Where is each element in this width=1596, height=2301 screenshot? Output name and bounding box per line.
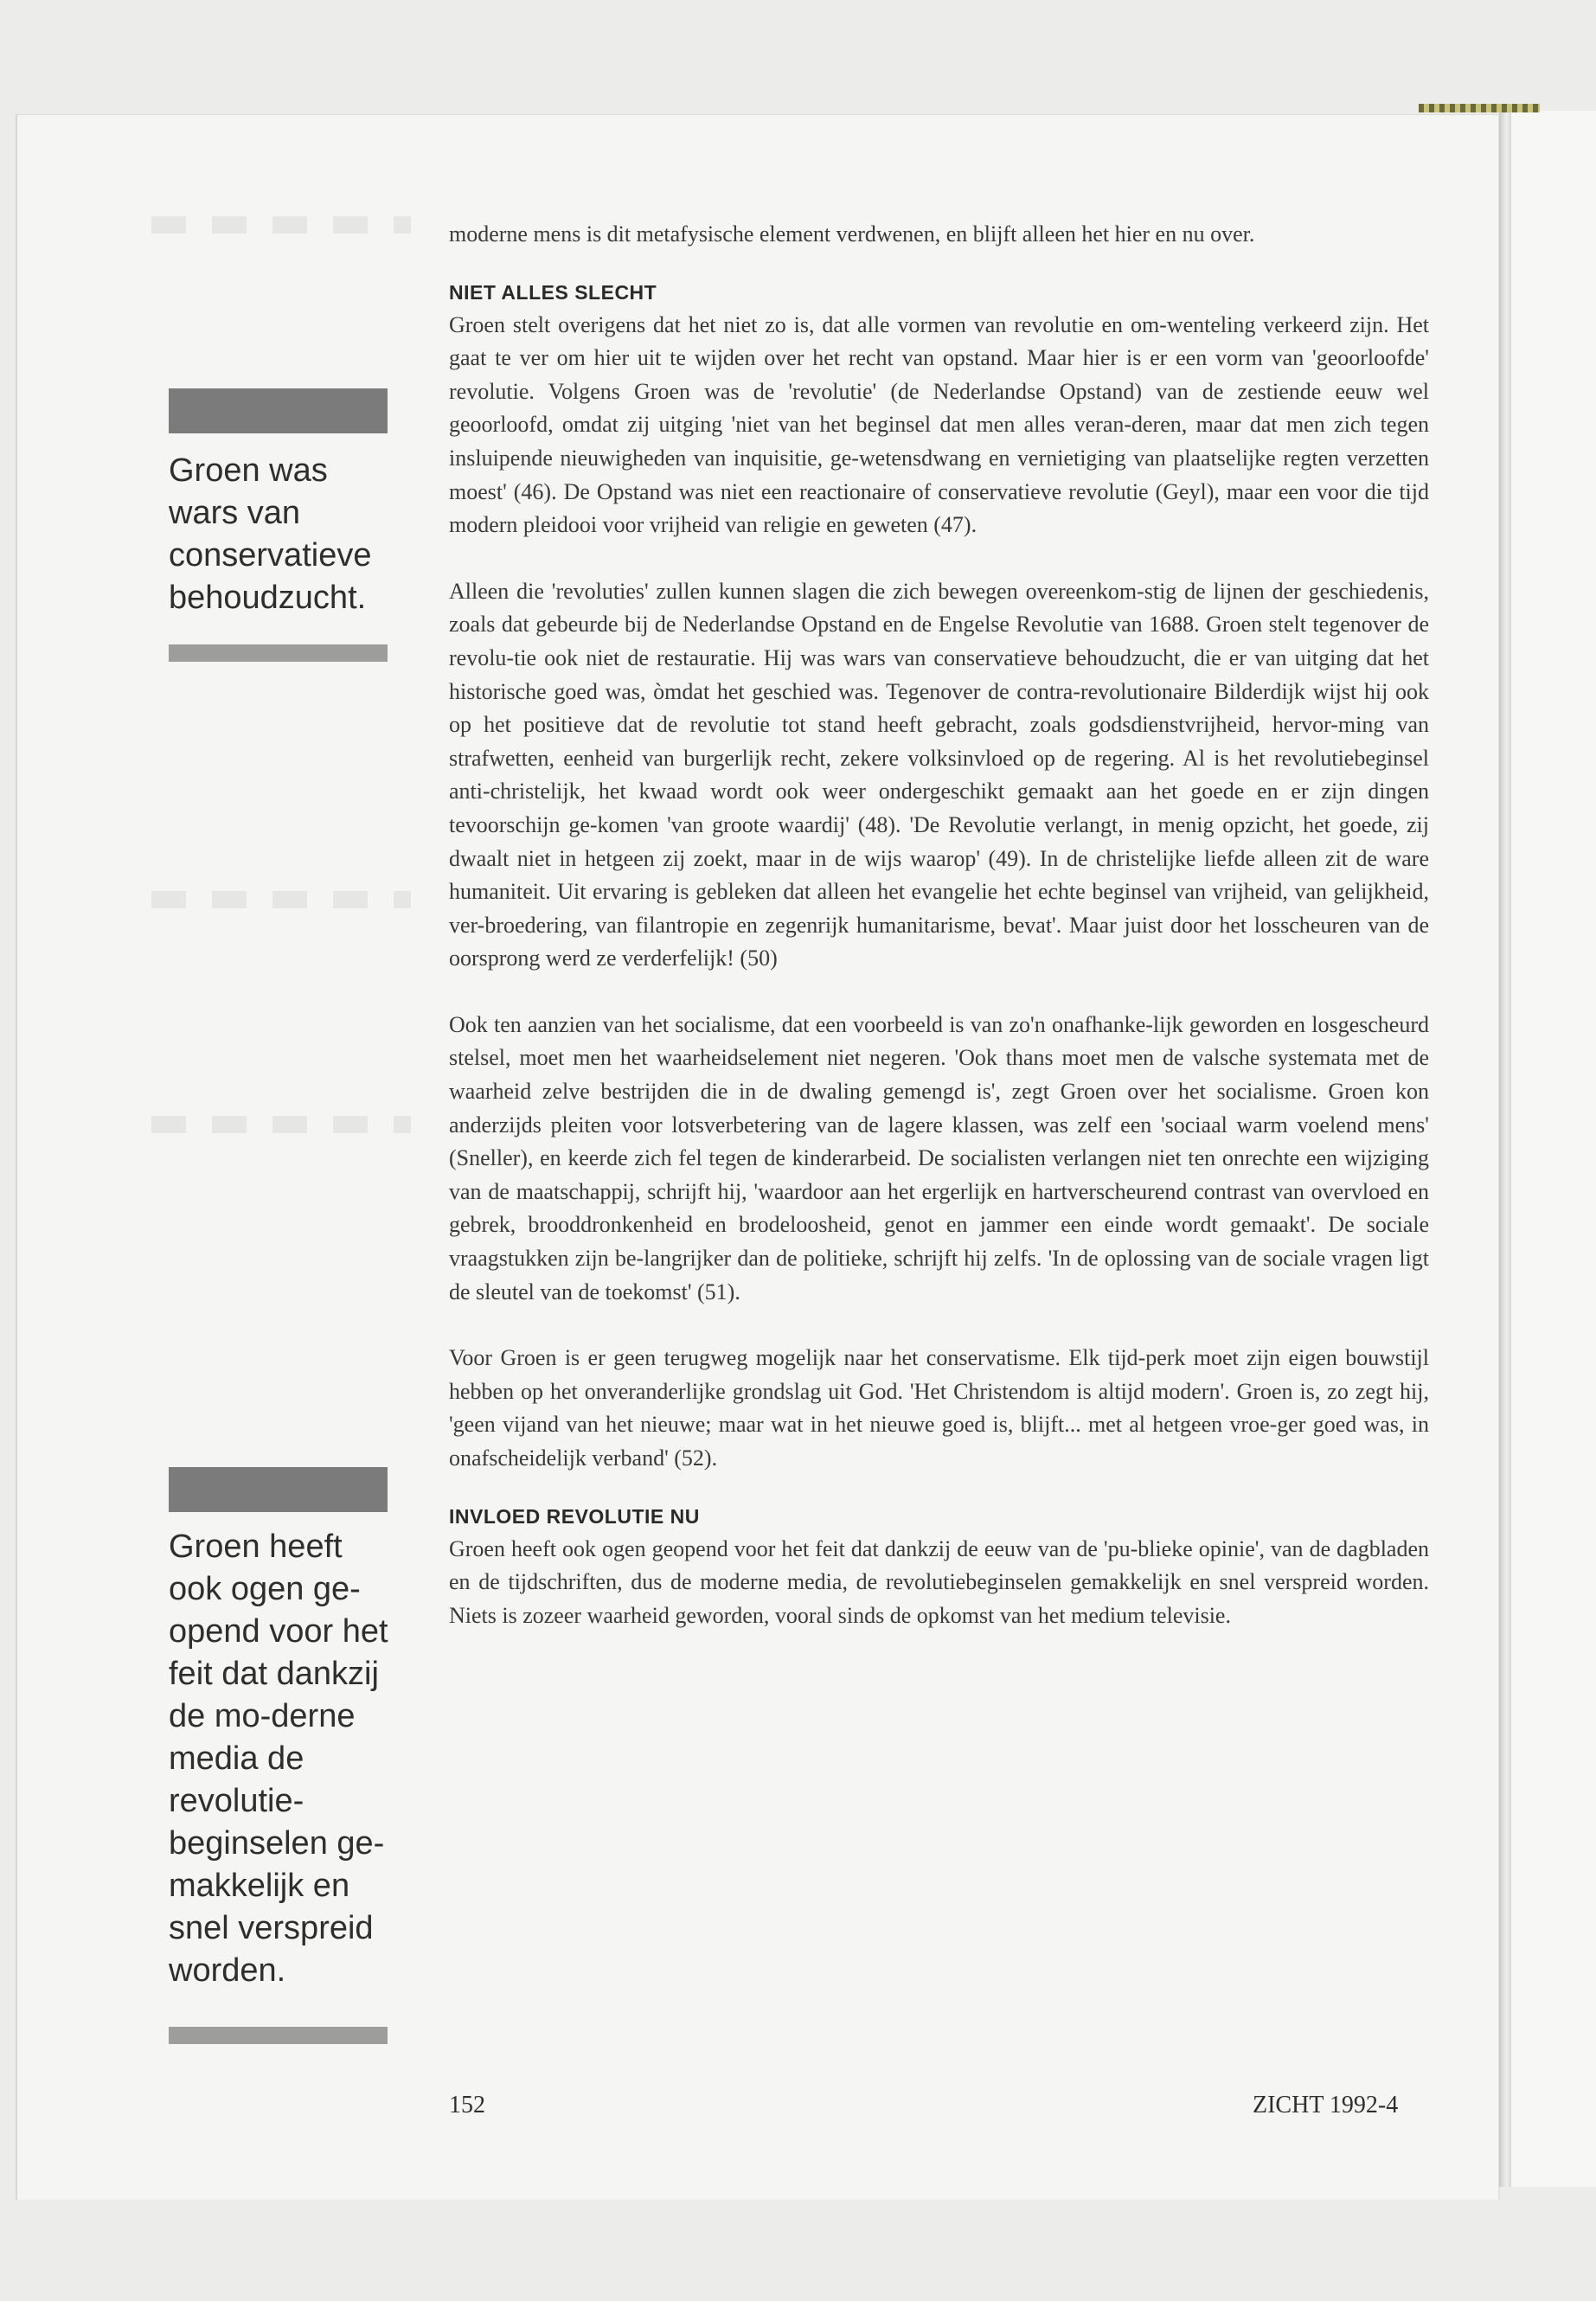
article-paragraph: Ook ten aanzien van het socialisme, dat een voorbeeld is van zo'n onafhanke-lijk geworden en losgescheurd stelsel, moet men het waarheidselement niet negeren. 'Ook thans moet men de valsche systemata met de waarheid zelve bestrijden die in de dwaling gemengd is', zegt Groen over het socialisme. Groen kon anderzijds pleiten voor lotsverbetering van de lagere klassen, was zelf een 'sociaal warm voelend mens' (Sneller), en keerde zich fel tegen de kinderarbeid. De socialisten verlangen niet ten onrechte een wijziging van de maatschappij, schrijft hij, 'waardoor aan het ergerlijk en hartverscheurend contrast van overvloed en gebrek, brooddronkenheid en brodeloosheid, genot en jammer een einde wordt gemaakt'. De sociale vraagstukken zijn be-langrijker dan de politieke, schrijft hij zelfs. 'In de oplossing van de sociale vragen ligt de sleutel van de toekomst' (51).: [449, 1011, 1429, 1304]
next-page-margin: [1511, 111, 1596, 2187]
bookmark-ribbon: [1419, 104, 1540, 112]
article-paragraph: moderne mens is dit metafysische element verdwenen, en blijft alleen het hier en nu over.: [449, 221, 1255, 247]
show-through-mark: [151, 216, 411, 234]
pull-quote: Groen was wars van conservatieve behoudzucht.: [169, 452, 372, 616]
pull-quote-bar-bottom: [169, 644, 388, 662]
article-paragraph: Groen stelt overigens dat het niet zo is, dat alle vormen van revolutie en om-wenteling verkeerd zijn. Het gaat te ver om hier uit te wijden over het recht van opstand. Maar hier is er een vorm van 'geoorloofde' revolutie. Volgens Groen was de 'revolutie' (de Nederlandse Opstand) van de zestiende eeuw wel geoorloofd, omdat zij uitging 'niet van het beginsel dat men alles veran-deren, maar dat men zich tegen insluipende nieuwigheden van inquisitie, ge-wetensdwang en vernietiging van plaatselijke regten verzetten moest' (46). De Opstand was niet een reactionaire of conservatieve revolutie (Geyl), maar een voor die tijd modern pleidooi voor vrijheid van religie en geweten (47).: [449, 311, 1429, 538]
journal-folio: ZICHT 1992-4: [1253, 2092, 1399, 2118]
article-paragraph: Groen heeft ook ogen geopend voor het feit dat dankzij de eeuw van de 'pu-blieke opinie', van de dagbladen en de tijdschriften, dus de moderne media, de revolutiebeginselen gemakkelijk en snel verspreid worden. Niets is zozeer waarheid geworden, vooral sinds de opkomst van het medium televisie.: [449, 1535, 1429, 1628]
section-heading: NIET ALLES SLECHT: [449, 280, 657, 304]
show-through-mark: [151, 891, 411, 908]
pull-quote-bar-top: [169, 1467, 388, 1512]
pull-quote-bar-top: [169, 388, 388, 433]
article-paragraph: Voor Groen is er geen terugweg mogelijk naar het conservatisme. Elk tijd-perk moet zijn eigen bouwstijl hebben op het onveranderlijke grondslag uit God. 'Het Christendom is altijd modern'. Groen is, zo zegt hij, 'geen vijand van het nieuwe; maar wat in het nieuwe goed is, blijft... met al hetgeen vroe-ger goed was, in onafscheidelijk verband' (52).: [449, 1345, 1429, 1471]
article-body: [449, 218, 1429, 1632]
article-paragraph: Alleen die 'revoluties' zullen kunnen slagen die zich bewegen overeenkom-stig de lijnen der geschiedenis, zoals dat gebeurde bij de Nederlandse Opstand en de Engelse Revolutie van 1688. Groen stelt tegenover de revolu-tie ook niet de restauratie. Hij was wars van conservatieve behoudzucht, die er van uitging dat het historische goed was, òmdat het geschied was. Tegenover de contra-revolutionaire Bilderdijk wijst hij ook op het positieve dat de revolutie tot stand heeft gebracht, zoals godsdienstvrijheid, hervor-ming van strafwetten, eenheid van burgerlijk recht, zekere volksinvloed op de regering. Al is het revolutiebeginsel anti-christelijk, het kwaad wordt ook weer ondergeschikt gemaakt aan het goede en er zijn dingen tevoorschijn ge-komen 'van groote waardij' (48). 'De Revolutie verlangt, in menig opzicht, het goede, zij dwaalt niet in hetgeen zij zoekt, maar in de wijs waarop' (49). In de christelijke liefde alleen zit de ware humaniteit. Uit ervaring is gebleken dat alleen het evangelie het echte beginsel van vrijheid, van gelijkheid, ver-broedering, van filantropie en zegenrijk humanitarisme, bevat'. Maar juist door het losscheuren van de oorsprong werd ze verderfelijk! (50): [449, 578, 1429, 971]
pull-quote-bar-bottom: [169, 2027, 388, 2044]
show-through-mark: [151, 1116, 411, 1133]
page-number: 152: [449, 2092, 485, 2118]
section-heading: INVLOED REVOLUTIE NU: [449, 1504, 700, 1528]
pull-quote: Groen heeft ook ogen ge-opend voor het feit dat dankzij de mo-derne media de revolutie-beginselen ge-makkelijk en snel verspreid worden.: [169, 1529, 388, 1989]
page-gutter-edge: [1499, 111, 1511, 2187]
